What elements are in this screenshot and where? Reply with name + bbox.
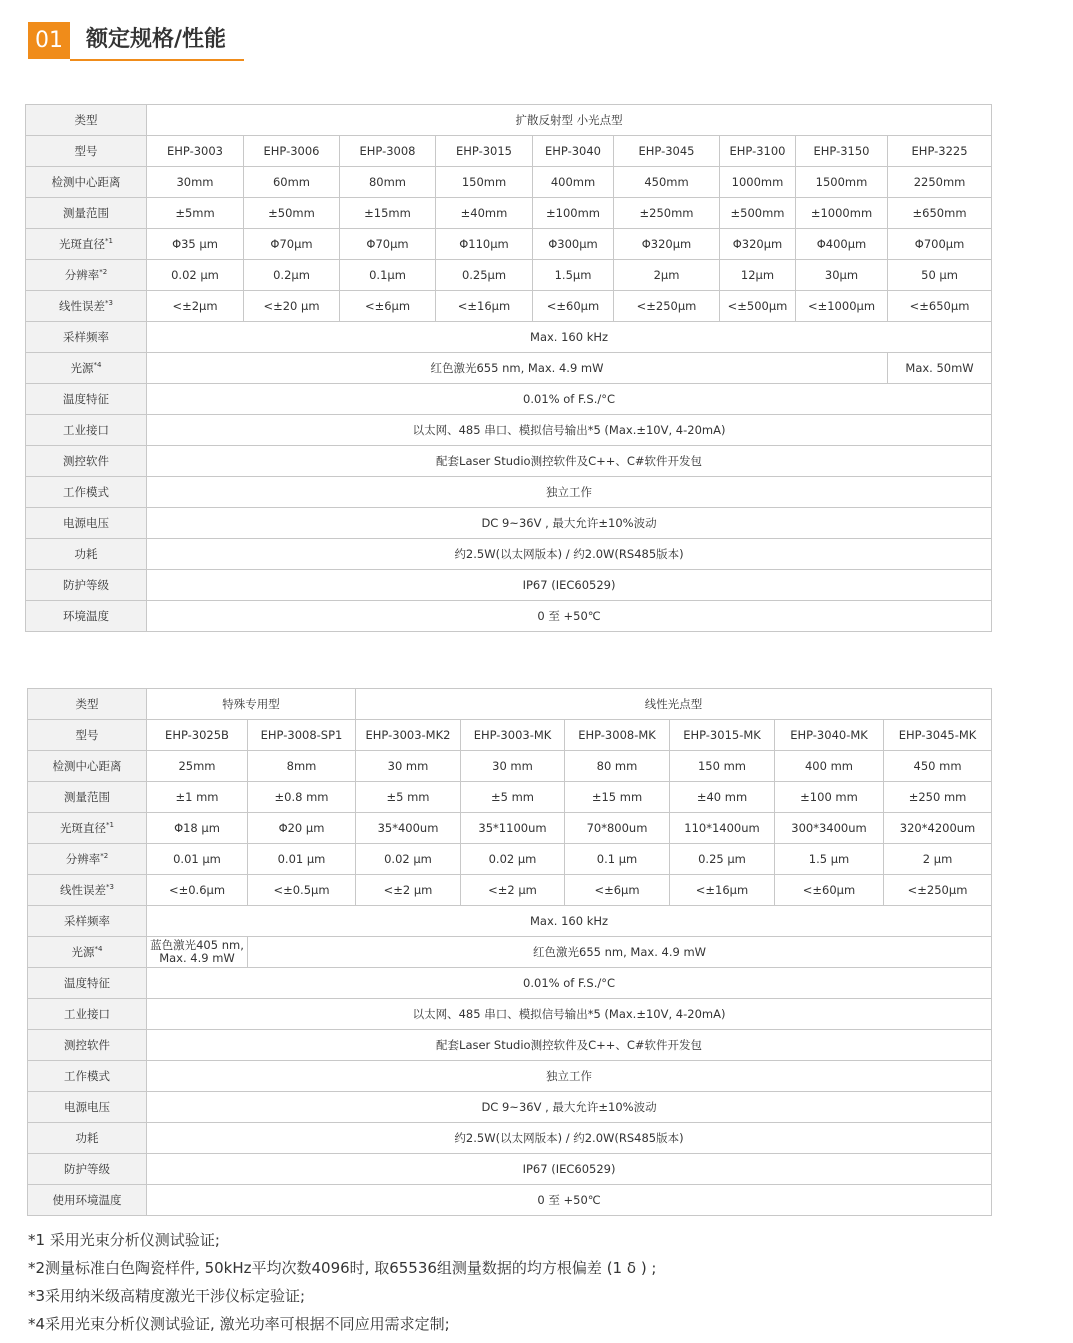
table-cell: ±250mm xyxy=(614,198,720,229)
table-cell: Φ20 μm xyxy=(248,813,356,844)
table-cell: 30mm xyxy=(147,167,244,198)
footnote: *4采用光束分析仪测试验证, 激光功率可根据不同应用需求定制; xyxy=(28,1315,450,1333)
table-cell: Φ300μm xyxy=(533,229,614,260)
table-cell: Φ700μm xyxy=(888,229,992,260)
table-cell: <±6μm xyxy=(340,291,436,322)
row-value: 约2.5W(以太网版本) / 约2.0W(RS485版本) xyxy=(147,539,992,570)
spec-table-2 xyxy=(27,688,992,1216)
table-cell: <±2 μm xyxy=(356,875,461,906)
table-cell: 80mm xyxy=(340,167,436,198)
row-label: 型号 xyxy=(26,136,147,167)
section-number: 01 xyxy=(28,22,70,59)
table-row xyxy=(28,782,992,813)
table-cell: 0.2μm xyxy=(244,260,340,291)
row-label: 测控软件 xyxy=(26,446,147,477)
row-value: Max. 160 kHz xyxy=(147,322,992,353)
row-value: 配套Laser Studio测控软件及C++、C#软件开发包 xyxy=(147,1030,992,1061)
table-cell: ±1000mm xyxy=(796,198,888,229)
table-cell: 50 μm xyxy=(888,260,992,291)
row-label: 采样频率 xyxy=(28,906,147,937)
table-cell: Φ110μm xyxy=(436,229,533,260)
footnotes xyxy=(28,1226,657,1338)
table-cell: ±250 mm xyxy=(884,782,992,813)
table-cell: <±20 μm xyxy=(244,291,340,322)
row-value: 0.01% of F.S./°C xyxy=(147,968,992,999)
row-label: 光源$^{*4}$ xyxy=(26,353,147,384)
table-cell: 1.5μm xyxy=(533,260,614,291)
row-label: 检测中心距离 xyxy=(26,167,147,198)
table-cell: 70*800um xyxy=(565,813,670,844)
row-label: 温度特征 xyxy=(26,384,147,415)
table-cell: 1500mm xyxy=(796,167,888,198)
row-label: 分辨率$^{*2}$ xyxy=(28,844,147,875)
table-row xyxy=(28,1185,992,1216)
model-cell: EHP-3008-SP1 xyxy=(248,720,356,751)
table-cell: ±15 mm xyxy=(565,782,670,813)
table-row xyxy=(26,508,992,539)
table-cell: 12μm xyxy=(720,260,796,291)
table-cell: Φ320μm xyxy=(720,229,796,260)
row-value: 以太网、485 串口、模拟信号输出*5 (Max.±10V, 4-20mA) xyxy=(147,415,992,446)
table-cell: 0.02 μm xyxy=(147,260,244,291)
row-label: 防护等级 xyxy=(26,570,147,601)
table-cell: 35*1100um xyxy=(461,813,565,844)
table-cell: <±0.6μm xyxy=(147,875,248,906)
row-value: 0 至 +50℃ xyxy=(147,601,992,632)
row-label: 类型 xyxy=(28,689,147,720)
table-cell: 80 mm xyxy=(565,751,670,782)
table-row xyxy=(28,751,992,782)
table-cell: 0.02 μm xyxy=(356,844,461,875)
row-label: 电源电压 xyxy=(26,508,147,539)
table-cell: <±1000μm xyxy=(796,291,888,322)
model-cell: EHP-3015-MK xyxy=(670,720,775,751)
table-cell: ±1 mm xyxy=(147,782,248,813)
table-row xyxy=(28,1092,992,1123)
table-row xyxy=(28,968,992,999)
table-cell: Φ70μm xyxy=(340,229,436,260)
row-label: 线性误差$^{*3}$ xyxy=(26,291,147,322)
table-cell: Φ18 μm xyxy=(147,813,248,844)
table-cell: 1.5 μm xyxy=(775,844,884,875)
model-cell: EHP-3225 xyxy=(888,136,992,167)
table-cell: 400 mm xyxy=(775,751,884,782)
row-value: 约2.5W(以太网版本) / 约2.0W(RS485版本) xyxy=(147,1123,992,1154)
table-row xyxy=(26,415,992,446)
table-cell: 8mm xyxy=(248,751,356,782)
row-label: 线性误差$^{*3}$ xyxy=(28,875,147,906)
table-row xyxy=(28,1030,992,1061)
table-row xyxy=(26,539,992,570)
table-cell: Φ35 μm xyxy=(147,229,244,260)
row-value: DC 9~36V , 最大允许±10%波动 xyxy=(147,508,992,539)
row-value: 独立工作 xyxy=(147,1061,992,1092)
row-value: Max. 160 kHz xyxy=(147,906,992,937)
model-cell: EHP-3040 xyxy=(533,136,614,167)
table-row xyxy=(26,167,992,198)
model-cell: EHP-3008-MK xyxy=(565,720,670,751)
footnote: *1 采用光束分析仪测试验证; xyxy=(28,1231,220,1249)
model-cell: EHP-3040-MK xyxy=(775,720,884,751)
table-row xyxy=(28,999,992,1030)
table-row xyxy=(28,1061,992,1092)
table-cell: 2 μm xyxy=(884,844,992,875)
model-cell: EHP-3003 xyxy=(147,136,244,167)
row-label: 工业接口 xyxy=(26,415,147,446)
table-cell: 150mm xyxy=(436,167,533,198)
table-row xyxy=(26,260,992,291)
row-label: 测量范围 xyxy=(28,782,147,813)
table-cell: 150 mm xyxy=(670,751,775,782)
table-cell: 0.1 μm xyxy=(565,844,670,875)
model-cell: EHP-3003-MK2 xyxy=(356,720,461,751)
table-cell: 35*400um xyxy=(356,813,461,844)
table-cell: 0.01 μm xyxy=(147,844,248,875)
table-cell: <±500μm xyxy=(720,291,796,322)
section-title: 额定规格/性能 xyxy=(86,27,227,52)
row-label: 检测中心距离 xyxy=(28,751,147,782)
table-cell: <±2μm xyxy=(147,291,244,322)
table-cell: ±15mm xyxy=(340,198,436,229)
row-label: 工作模式 xyxy=(26,477,147,508)
table-cell: 30 mm xyxy=(356,751,461,782)
table-cell: ±5 mm xyxy=(461,782,565,813)
row-label: 测量范围 xyxy=(26,198,147,229)
table-cell: <±650μm xyxy=(888,291,992,322)
row-value: 0.01% of F.S./°C xyxy=(147,384,992,415)
table-row xyxy=(28,875,992,906)
model-cell: EHP-3008 xyxy=(340,136,436,167)
table-cell: <±250μm xyxy=(884,875,992,906)
table-cell: 25mm xyxy=(147,751,248,782)
table-cell: 0.01 μm xyxy=(248,844,356,875)
row-value: 0 至 +50℃ xyxy=(147,1185,992,1216)
table-cell: ±100mm xyxy=(533,198,614,229)
table-cell: Φ400μm xyxy=(796,229,888,260)
table-cell: ±40mm xyxy=(436,198,533,229)
table-cell: ±0.8 mm xyxy=(248,782,356,813)
table-row xyxy=(28,906,992,937)
row-label: 功耗 xyxy=(26,539,147,570)
model-cell: EHP-3006 xyxy=(244,136,340,167)
table-cell: <±16μm xyxy=(670,875,775,906)
row-label: 光源$^{*4}$ xyxy=(28,937,147,968)
row-label: 电源电压 xyxy=(28,1092,147,1123)
table-row xyxy=(26,446,992,477)
model-cell: EHP-3025B xyxy=(147,720,248,751)
row-value: 蓝色激光405 nm, Max. 4.9 mW xyxy=(147,937,248,968)
row-label: 测控软件 xyxy=(28,1030,147,1061)
table-cell: 110*1400um xyxy=(670,813,775,844)
table-cell: 60mm xyxy=(244,167,340,198)
row-label: 光斑直径$^{*1}$ xyxy=(26,229,147,260)
table-cell: 0.1μm xyxy=(340,260,436,291)
model-cell: EHP-3015 xyxy=(436,136,533,167)
table-row xyxy=(26,136,992,167)
table-cell: 400mm xyxy=(533,167,614,198)
model-cell: EHP-3045-MK xyxy=(884,720,992,751)
row-value: 配套Laser Studio测控软件及C++、C#软件开发包 xyxy=(147,446,992,477)
row-value: IP67 (IEC60529) xyxy=(147,570,992,601)
table-row xyxy=(28,844,992,875)
row-label: 分辨率$^{*2}$ xyxy=(26,260,147,291)
table-cell: 0.25μm xyxy=(436,260,533,291)
table-cell: 450 mm xyxy=(884,751,992,782)
table-cell: <±6μm xyxy=(565,875,670,906)
row-label: 温度特征 xyxy=(28,968,147,999)
table-row xyxy=(26,291,992,322)
type-linear: 线性光点型 xyxy=(356,689,992,720)
row-label: 光斑直径$^{*1}$ xyxy=(28,813,147,844)
table-cell: 0.25 μm xyxy=(670,844,775,875)
row-label: 使用环境温度 xyxy=(28,1185,147,1216)
row-value: 独立工作 xyxy=(147,477,992,508)
table-cell: <±16μm xyxy=(436,291,533,322)
table-cell: 450mm xyxy=(614,167,720,198)
row-label: 类型 xyxy=(26,105,147,136)
model-cell: EHP-3003-MK xyxy=(461,720,565,751)
table-cell: <±2 μm xyxy=(461,875,565,906)
table-cell: ±5 mm xyxy=(356,782,461,813)
table-cell: 2250mm xyxy=(888,167,992,198)
table-cell: ±500mm xyxy=(720,198,796,229)
table-cell: ±650mm xyxy=(888,198,992,229)
row-label: 型号 xyxy=(28,720,147,751)
row-value: IP67 (IEC60529) xyxy=(147,1154,992,1185)
title-underline xyxy=(70,59,244,61)
row-label: 采样频率 xyxy=(26,322,147,353)
row-value: Max. 50mW xyxy=(888,353,992,384)
type-special: 特殊专用型 xyxy=(147,689,356,720)
type-value: 扩散反射型 小光点型 xyxy=(147,105,992,136)
table-cell: ±50mm xyxy=(244,198,340,229)
table-row xyxy=(26,198,992,229)
table-row xyxy=(26,105,992,136)
table-row xyxy=(28,1123,992,1154)
table-cell: 30 mm xyxy=(461,751,565,782)
table-cell: <±60μm xyxy=(533,291,614,322)
table-row xyxy=(28,813,992,844)
table-cell: ±5mm xyxy=(147,198,244,229)
table-row xyxy=(26,570,992,601)
table-row xyxy=(28,689,992,720)
table-row xyxy=(26,229,992,260)
table-row xyxy=(26,353,992,384)
footnote: *2测量标准白色陶瓷样件, 50kHz平均次数4096时, 取65536组测量数据的均方根偏差 (1 δ ) ; xyxy=(28,1259,657,1277)
table-cell: 0.02 μm xyxy=(461,844,565,875)
table-row xyxy=(26,601,992,632)
spec-table-1 xyxy=(25,104,992,632)
table-cell: <±0.5μm xyxy=(248,875,356,906)
table-row xyxy=(28,720,992,751)
row-label: 工作模式 xyxy=(28,1061,147,1092)
table-cell: <±60μm xyxy=(775,875,884,906)
model-cell: EHP-3045 xyxy=(614,136,720,167)
table-cell: 2μm xyxy=(614,260,720,291)
table-cell: Φ70μm xyxy=(244,229,340,260)
table-cell: 30μm xyxy=(796,260,888,291)
table-cell: <±250μm xyxy=(614,291,720,322)
table-row xyxy=(26,477,992,508)
table-cell: 1000mm xyxy=(720,167,796,198)
table-cell: ±100 mm xyxy=(775,782,884,813)
row-value: DC 9~36V , 最大允许±10%波动 xyxy=(147,1092,992,1123)
table-cell: 300*3400um xyxy=(775,813,884,844)
row-label: 环境温度 xyxy=(26,601,147,632)
table-row xyxy=(28,937,992,968)
table-row xyxy=(28,1154,992,1185)
row-label: 防护等级 xyxy=(28,1154,147,1185)
footnote: *3采用纳米级高精度激光干涉仪标定验证; xyxy=(28,1287,306,1305)
row-value: 红色激光655 nm, Max. 4.9 mW xyxy=(248,937,992,968)
row-value: 红色激光655 nm, Max. 4.9 mW xyxy=(147,353,888,384)
row-value: 以太网、485 串口、模拟信号输出*5 (Max.±10V, 4-20mA) xyxy=(147,999,992,1030)
table-cell: Φ320μm xyxy=(614,229,720,260)
row-label: 功耗 xyxy=(28,1123,147,1154)
model-cell: EHP-3100 xyxy=(720,136,796,167)
table-row xyxy=(26,322,992,353)
model-cell: EHP-3150 xyxy=(796,136,888,167)
table-cell: ±40 mm xyxy=(670,782,775,813)
table-cell: 320*4200um xyxy=(884,813,992,844)
table-row xyxy=(26,384,992,415)
row-label: 工业接口 xyxy=(28,999,147,1030)
